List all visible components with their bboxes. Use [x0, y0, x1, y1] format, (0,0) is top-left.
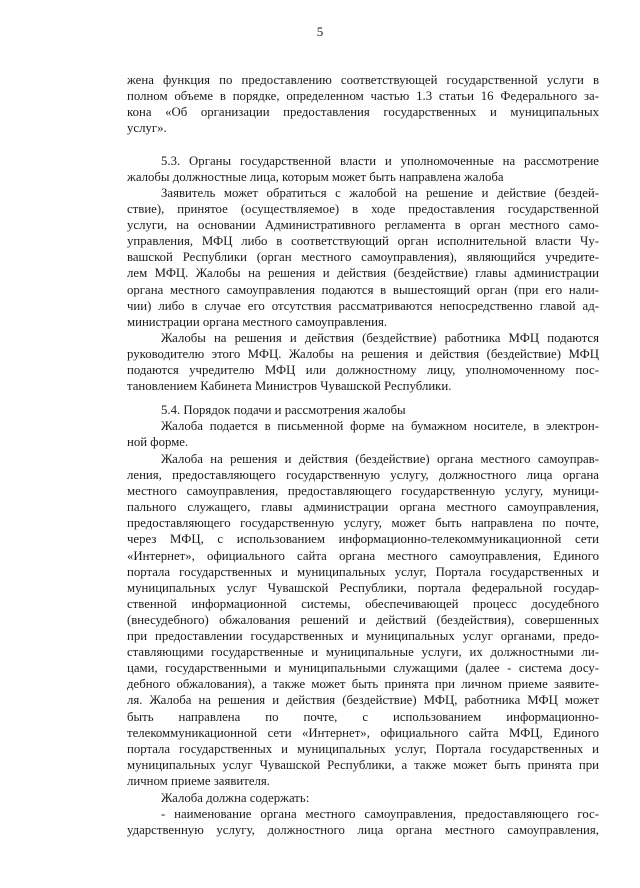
text-line: ления, предоставляющего государственную услугу, должностного лица органа — [127, 468, 599, 483]
section-5-3-heading — [127, 153, 599, 185]
text-line: телекоммуникационной сети «Интернет», официального сайта МФЦ, Единого — [127, 725, 599, 740]
text-line: лем МФЦ. Жалобы на решения и действия (бездействие) главы администрации — [127, 266, 599, 281]
text-line: ставляющими государственные и муниципальные услуги, их должностными ли- — [127, 645, 599, 660]
text-line: муниципальных услуг Чувашской Республики, а также может быть принята при — [127, 757, 599, 772]
text-line: дебного обжалования), а также может быть принята при личном приеме заявите- — [127, 677, 599, 692]
text-line: личном приеме заявителя. — [127, 773, 270, 788]
text-line: жена функция по предоставлению соответствующей государственной услуги в — [127, 73, 599, 87]
text-line: - наименование органа местного самоуправления, предоставляющего гос- — [161, 807, 599, 821]
text-line: пального служащего, главы администрации органа местного самоуправления, — [127, 500, 599, 515]
text-line: предоставляющего государственную услугу, может быть направлена по почте, — [127, 516, 599, 531]
text-line: управления, МФЦ либо в соответствующий орган исполнительной власти Чу- — [127, 234, 599, 249]
text-line: при предоставлении государственных и муниципальных услуг органами, предо- — [127, 629, 599, 644]
text-line: ствие), принятое (осуществляемое) в ходе предоставления государственной — [127, 202, 599, 217]
text-line: муниципальных услуг Чувашской Республики, портала федеральной государ- — [127, 580, 599, 595]
paragraph-mfc-complaints — [127, 330, 599, 394]
text-line: Заявитель может обратиться с жалобой на решение и действие (бездей- — [161, 186, 599, 200]
text-line: подаются учредителю МФЦ или должностному лицу, уполномоченному пос- — [127, 363, 599, 378]
text-line: Жалоба на решения и действия (бездействие) органа местного самоуправ- — [161, 452, 599, 466]
text-line: ля. Жалоба на решения и действия (бездействие) МФЦ, работника МФЦ может — [127, 693, 599, 708]
text-line: через МФЦ, с использованием информационно-телекоммуникационной сети — [127, 532, 599, 547]
text-line: ной форме. — [127, 435, 189, 450]
text-line: Жалоба должна содержать: — [161, 791, 310, 805]
text-line: портала государственных и муниципальных услуг, Портала государственных и — [127, 741, 599, 756]
section-5-4-heading — [127, 402, 599, 418]
text-line: тановлением Кабинета Министров Чувашской Республики. — [127, 379, 452, 394]
text-line: быть направлена по почте, с использованием информационно- — [127, 709, 599, 724]
text-line: полном объеме в порядке, определенном частью 1.3 статьи 16 Федерального за- — [127, 89, 599, 104]
paragraph-complaint-channels — [127, 451, 599, 789]
paragraph-complaint-contents — [127, 790, 599, 806]
page-number: 5 — [316, 24, 324, 39]
text-line: 5.4. Порядок подачи и рассмотрения жалобы — [161, 403, 406, 417]
text-line: вашской Республики (орган местного самоуправления), являющийся учредите- — [127, 250, 599, 265]
text-line: кона «Об организации предоставления государственных и муниципальных — [127, 105, 599, 120]
text-line: Жалоба подается в письменной форме на бумажном носителе, в электрон- — [161, 419, 599, 433]
text-line: руководителю этого МФЦ. Жалобы на решения и действия (бездействие) МФЦ — [127, 347, 599, 362]
text-line: услуг». — [127, 121, 167, 136]
text-line: министрации органа местного самоуправления. — [127, 314, 388, 329]
text-line: цами, государственными и муниципальными служащими (далее - система досу- — [127, 661, 599, 676]
paragraph-complaint-form — [127, 418, 599, 450]
text-line: услуги, на основании Административного регламента в орган местного само- — [127, 218, 599, 233]
list-item-authority-name — [127, 806, 599, 838]
text-line: (внесудебного) обжалования решений и действий (бездействия), совершенных — [127, 612, 599, 627]
text-line: ударственную услугу, должностного лица органа местного самоуправления, — [127, 823, 599, 838]
text-line: органа местного самоуправления подаются в вышестоящий орган (при его нали- — [127, 282, 599, 297]
text-line: местного самоуправления, предоставляющего государственную услугу, муници- — [127, 484, 599, 499]
text-line: «Интернет», официального сайта органа местного самоуправления, Единого — [127, 548, 599, 563]
text-line: жалобы должностные лица, которым может быть направлена жалоба — [127, 170, 504, 185]
text-line: Жалобы на решения и действия (бездействие) работника МФЦ подаются — [161, 331, 599, 345]
text-line: чии) либо в случае его отсутствия рассматриваются непосредственно главой ад- — [127, 298, 599, 313]
text-line: портала государственных и муниципальных услуг, Портала государственных и — [127, 564, 599, 579]
paragraph-complaint-recipients — [127, 185, 599, 330]
text-line: 5.3. Органы государственной власти и уполномоченные на рассмотрение — [161, 154, 599, 168]
paragraph-functions-intro — [127, 72, 599, 136]
text-line: ственной информационной системы, обеспечивающей процесс досудебного — [127, 596, 599, 611]
